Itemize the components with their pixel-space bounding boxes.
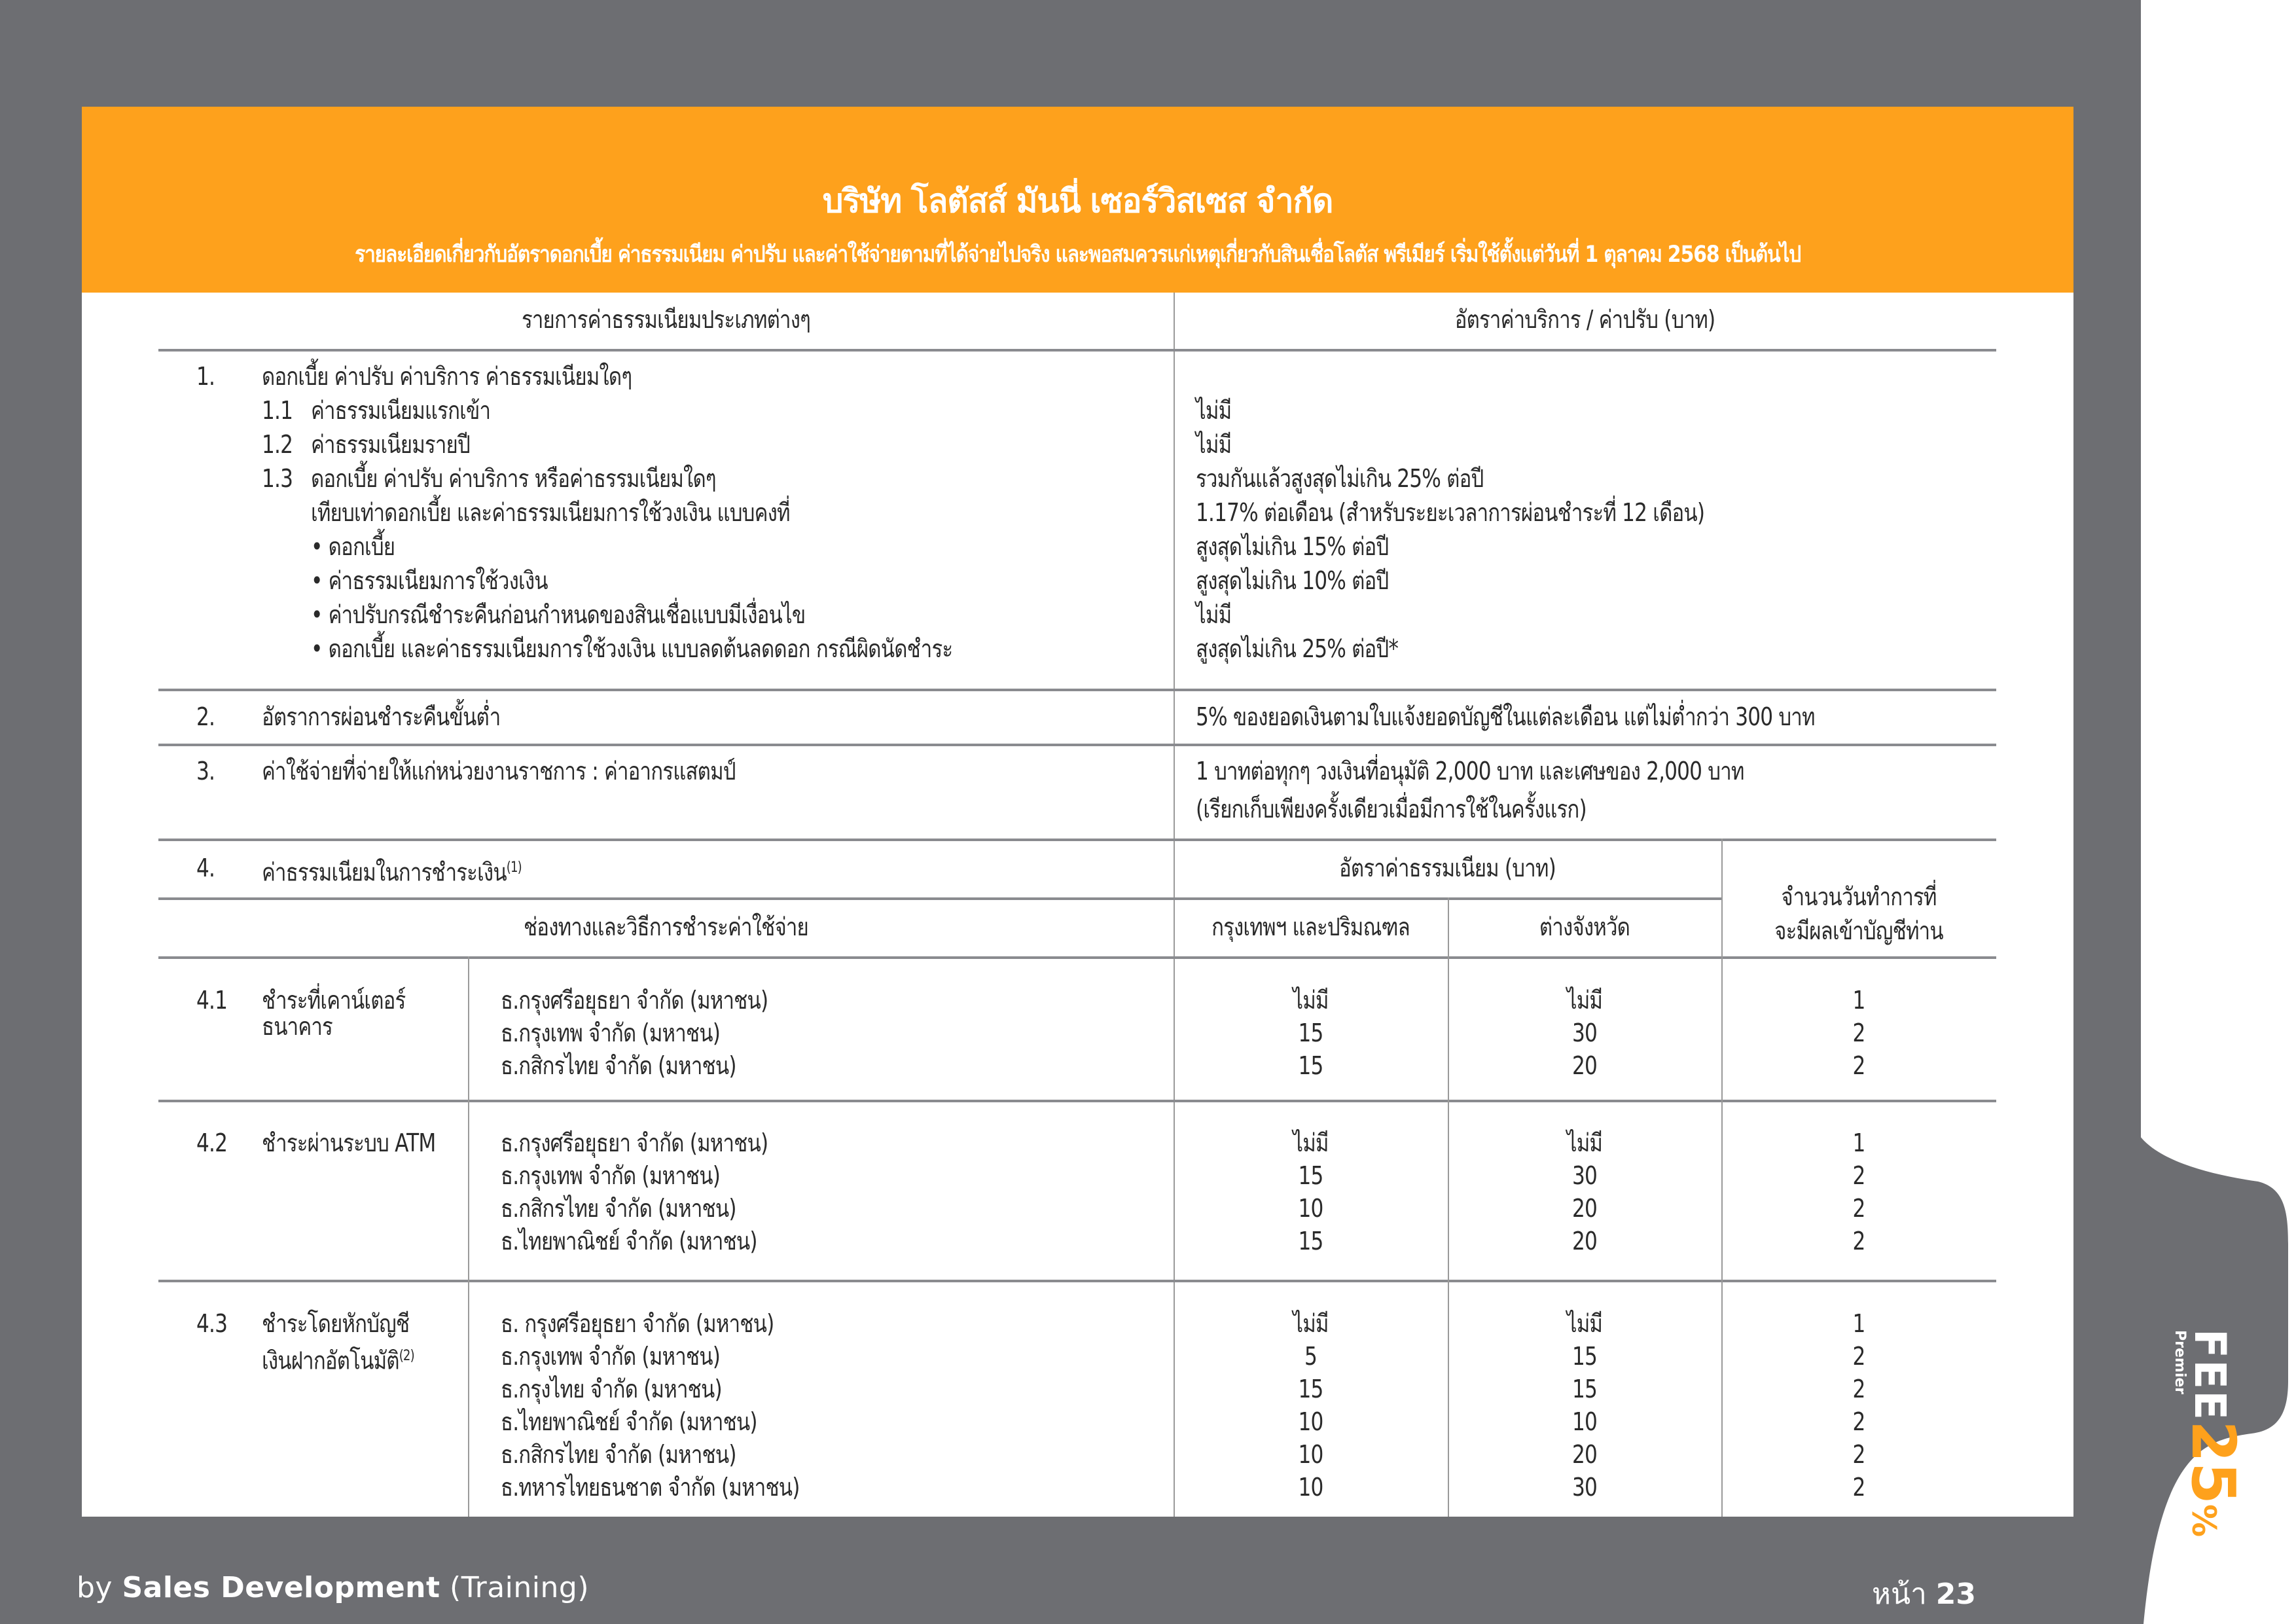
bank-name: ธ.กสิกรไทย จำกัด (มหาชน) xyxy=(501,1440,736,1469)
section-1-title: ดอกเบี้ย ค่าปรับ ค่าบริการ ค่าธรรมเนียมใดๆ xyxy=(262,362,632,391)
settlement-days: 2 xyxy=(1852,1342,1865,1371)
col-divider-channel xyxy=(468,956,469,1517)
item-1-1-number: 1.1 xyxy=(262,396,293,425)
days-header-line2: จะมีผลเข้าบัญชีท่าน xyxy=(1774,916,1943,945)
fee-bangkok: 10 xyxy=(1298,1407,1323,1436)
fee-province: 20 xyxy=(1571,1227,1598,1255)
footer-by: by xyxy=(77,1571,113,1604)
fee-bangkok: ไม่มี xyxy=(1293,1309,1329,1338)
bank-name: ธ.กรุงเทพ จำกัด (มหาชน) xyxy=(501,1161,721,1190)
section-4-label xyxy=(262,852,522,889)
group-label-line1: ชำระโดยหักบัญชี xyxy=(262,1309,410,1338)
fee-province: 20 xyxy=(1571,1194,1598,1223)
item-1-3-number: 1.3 xyxy=(262,464,293,493)
rule-section-4-sub xyxy=(158,897,1721,900)
fee-province: 10 xyxy=(1571,1407,1598,1436)
rule-group-43 xyxy=(158,1280,1996,1282)
group-label-line2: ธนาคาร xyxy=(262,1012,332,1041)
tab-fee-text: FEE xyxy=(2185,1329,2235,1422)
tab-rate xyxy=(2178,1420,2248,1537)
col-divider-days xyxy=(1721,839,1723,1517)
section-4-number: 4. xyxy=(196,854,215,882)
fee-province: 15 xyxy=(1571,1375,1598,1403)
bank-name: ธ. กรุงศรีอยุธยา จำกัด (มหาชน) xyxy=(501,1309,774,1338)
rule-section-3 xyxy=(158,744,1996,746)
item-1-1-label: ค่าธรรมเนียมแรกเข้า xyxy=(311,396,491,425)
bank-name: ธ.ไทยพาณิชย์ จำกัด (มหาชน) xyxy=(501,1407,757,1436)
bullet-interest-value: สูงสุดไม่เกิน 15% ต่อปี xyxy=(1196,532,1389,561)
fee-bangkok: 10 xyxy=(1298,1440,1323,1469)
bangkok-header: กรุงเทพฯ และปริมณฑล xyxy=(1211,912,1410,941)
bank-name: ธ.ทหารไทยธนชาต จำกัด (มหาชน) xyxy=(501,1473,800,1502)
province-header: ต่างจังหวัด xyxy=(1539,912,1630,941)
col-divider-fee xyxy=(1448,897,1449,1517)
settlement-days: 2 xyxy=(1852,1019,1865,1047)
section-1-number: 1. xyxy=(196,362,215,391)
group-label-line1: ชำระที่เคาน์เตอร์ xyxy=(262,986,406,1015)
fee-bangkok: 15 xyxy=(1298,1375,1323,1403)
bank-name: ธ.กรุงเทพ จำกัด (มหาชน) xyxy=(501,1342,721,1371)
fee-bangkok: 15 xyxy=(1298,1051,1323,1080)
fee-province: ไม่มี xyxy=(1566,986,1603,1015)
settlement-days: 2 xyxy=(1852,1194,1865,1223)
item-1-3-value: รวมกันแล้วสูงสุดไม่เกิน 25% ต่อปี xyxy=(1196,464,1484,493)
group-number: 4.2 xyxy=(196,1128,228,1157)
bullet-interest: • ดอกเบี้ย xyxy=(311,532,395,561)
section-3-value-line2: (เรียกเก็บเพียงครั้งเดียวเมื่อมีการใช้ในครั้งแรก) xyxy=(1196,795,1587,823)
settlement-days: 1 xyxy=(1852,986,1865,1015)
fee-province: ไม่มี xyxy=(1566,1309,1603,1338)
fee-province: 30 xyxy=(1571,1473,1598,1502)
item-1-2-number: 1.2 xyxy=(262,430,293,459)
item-1-2-value: ไม่มี xyxy=(1196,430,1232,459)
item-1-3-line2: เทียบเท่าดอกเบี้ย และค่าธรรมเนียมการใช้วงเงิน แบบคงที่ xyxy=(311,498,790,527)
settlement-days: 1 xyxy=(1852,1128,1865,1157)
bullet-default-rate-value: สูงสุดไม่เกิน 25% ต่อปี* xyxy=(1196,634,1399,663)
tab-rate-number: 25 xyxy=(2178,1420,2248,1505)
item-1-3-label: ดอกเบี้ย ค่าปรับ ค่าบริการ หรือค่าธรรมเนียมใดๆ xyxy=(311,464,716,493)
group-number: 4.1 xyxy=(196,986,228,1015)
fee-province: 30 xyxy=(1571,1019,1598,1047)
channel-header: ช่องทางและวิธีการชำระค่าใช้จ่าย xyxy=(523,912,809,941)
bank-name: ธ.กรุงเทพ จำกัด (มหาชน) xyxy=(501,1019,721,1047)
item-1-2-label: ค่าธรรมเนียมรายปี xyxy=(311,430,470,459)
rule-section-4 xyxy=(158,839,1996,841)
header-rate: อัตราค่าบริการ / ค่าปรับ (บาท) xyxy=(1454,305,1715,334)
settlement-days: 2 xyxy=(1852,1051,1865,1080)
page-number: 23 xyxy=(1935,1578,1977,1611)
fee-province: 30 xyxy=(1571,1161,1598,1190)
footer-unit: (Training) xyxy=(450,1571,589,1604)
days-header-line1: จำนวนวันทำการที่ xyxy=(1781,882,1937,911)
company-title: บริษัท โลตัสส์ มันนี่ เซอร์วิสเซส จำกัด xyxy=(822,182,1333,220)
settlement-days: 2 xyxy=(1852,1407,1865,1436)
page-label: หน้า xyxy=(1872,1578,1927,1611)
fee-province: 20 xyxy=(1571,1440,1598,1469)
bullet-default-rate: • ดอกเบี้ย และค่าธรรมเนียมการใช้วงเงิน แบบลดต้นลดดอก กรณีผิดนัดชำระ xyxy=(311,634,953,663)
bullet-prepayment-penalty-value: ไม่มี xyxy=(1196,600,1232,629)
bullet-usage-fee-value: สูงสุดไม่เกิน 10% ต่อปี xyxy=(1196,566,1389,595)
item-1-3-line2-value: 1.17% ต่อเดือน (สำหรับระยะเวลาการผ่อนชำระที่ 12 เดือน) xyxy=(1196,498,1705,527)
bank-name: ธ.กรุงไทย จำกัด (มหาชน) xyxy=(501,1375,722,1403)
fee-bangkok: 15 xyxy=(1298,1019,1323,1047)
header-items: รายการค่าธรรมเนียมประเภทต่างๆ xyxy=(521,305,811,334)
fee-province: 20 xyxy=(1571,1051,1598,1080)
footnote-1-marker: (1) xyxy=(506,859,522,876)
footer-department: Sales Development xyxy=(122,1571,440,1604)
tab-rate-percent: % xyxy=(2185,1504,2223,1538)
settlement-days: 2 xyxy=(1852,1227,1865,1255)
col-divider-main xyxy=(1174,293,1175,1517)
fee-province: ไม่มี xyxy=(1566,1128,1603,1157)
group-number: 4.3 xyxy=(196,1309,228,1338)
header-banner xyxy=(82,107,2073,293)
settlement-days: 2 xyxy=(1852,1440,1865,1469)
item-1-1-value: ไม่มี xyxy=(1196,396,1232,425)
bank-name: ธ.กสิกรไทย จำกัด (มหาชน) xyxy=(501,1194,736,1223)
footer-credit xyxy=(77,1571,589,1604)
fee-bangkok: 10 xyxy=(1298,1473,1323,1502)
section-2-label: อัตราการผ่อนชำระคืนขั้นต่ำ xyxy=(262,702,501,731)
fee-document-card xyxy=(82,107,2073,1517)
fee-bangkok: 5 xyxy=(1304,1342,1318,1371)
bank-name: ธ.กสิกรไทย จำกัด (มหาชน) xyxy=(501,1051,736,1080)
section-3-number: 3. xyxy=(196,757,215,785)
section-2-value: 5% ของยอดเงินตามใบแจ้งยอดบัญชีในแต่ละเดือน แต่ไม่ต่ำกว่า 300 บาท xyxy=(1196,702,1815,731)
fee-rate-header: อัตราค่าธรรมเนียม (บาท) xyxy=(1339,854,1556,882)
bullet-usage-fee: • ค่าธรรมเนียมการใช้วงเงิน xyxy=(311,566,548,595)
rule-group-42 xyxy=(158,1100,1996,1102)
fee-bangkok: ไม่มี xyxy=(1293,986,1329,1015)
settlement-days: 2 xyxy=(1852,1375,1865,1403)
footnote-2-marker: (2) xyxy=(399,1348,414,1364)
document-subtitle: รายละเอียดเกี่ยวกับอัตราดอกเบี้ย ค่าธรรมเนียม ค่าปรับ และค่าใช้จ่ายตามที่ได้จ่ายไปจริง และพอสมควรแก่เหตุเกี่ยวกับสินเชื่อโลตัส พรีเมียร์ เริ่มใช้ตั้งแต่วันที่ 1 ตุลาคม 2568 เป็นต้นไป xyxy=(355,242,1801,268)
group-label-line2: เงินฝากอัตโนมัติ$^{(2)}$ xyxy=(262,1346,414,1375)
fee-bangkok: 15 xyxy=(1298,1161,1323,1190)
bank-name: ธ.กรุงศรีอยุธยา จำกัด (มหาชน) xyxy=(501,986,768,1015)
rule-section-2 xyxy=(158,689,1996,691)
settlement-days: 2 xyxy=(1852,1161,1865,1190)
settlement-days: 2 xyxy=(1852,1473,1865,1502)
page-indicator xyxy=(1872,1571,1976,1617)
bank-name: ธ.ไทยพาณิชย์ จำกัด (มหาชน) xyxy=(501,1227,757,1255)
group-label-line1: ชำระผ่านระบบ ATM xyxy=(262,1128,436,1157)
rule-section-4-data xyxy=(158,956,1996,959)
section-4-label-text: ค่าธรรมเนียมในการชำระเงิน xyxy=(262,857,507,887)
bank-name: ธ.กรุงศรีอยุธยา จำกัด (มหาชน) xyxy=(501,1128,768,1157)
settlement-days: 1 xyxy=(1852,1309,1865,1338)
rule-header xyxy=(158,349,1996,352)
section-2-number: 2. xyxy=(196,702,215,731)
fee-province: 15 xyxy=(1571,1342,1598,1371)
fee-bangkok: ไม่มี xyxy=(1293,1128,1329,1157)
bullet-prepayment-penalty: • ค่าปรับกรณีชำระคืนก่อนกำหนดของสินเชื่อแบบมีเงื่อนไข xyxy=(311,600,806,629)
fee-bangkok: 10 xyxy=(1298,1194,1323,1223)
tab-premier-text: Premier xyxy=(2172,1330,2188,1395)
section-3-value-line1: 1 บาทต่อทุกๆ วงเงินที่อนุมัติ 2,000 บาท และเศษของ 2,000 บาท xyxy=(1196,757,1744,785)
fee-bangkok: 15 xyxy=(1298,1227,1323,1255)
section-3-label: ค่าใช้จ่ายที่จ่ายให้แก่หน่วยงานราชการ : ค่าอากรแสตมป์ xyxy=(262,757,736,785)
